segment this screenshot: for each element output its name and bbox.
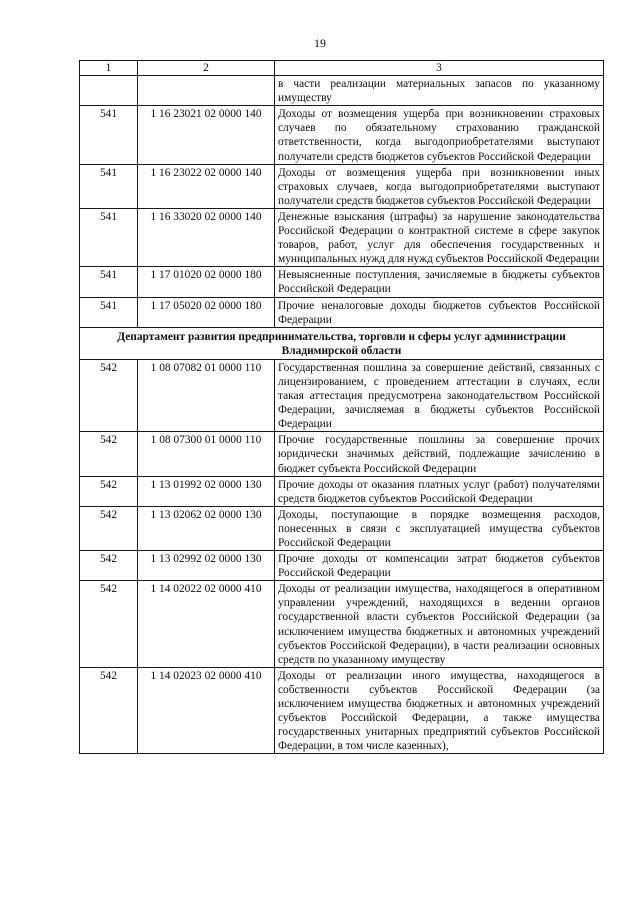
revenue-description-cell: Доходы от реализации иного имущества, находящегося в собственности субъектов Российской Федерации (за исключением имущества бюджетных и автономных учреждений субъектов Российской Федерации, а также имущества государственных унитарных предприятий субъектов Российской Федерации, в том числе казенных), — [275, 667, 604, 754]
budget-classification-code-cell: 1 14 02023 02 0000 410 — [138, 667, 275, 754]
admin-code-cell: 542 — [80, 476, 138, 506]
revenue-description-cell: Доходы от реализации имущества, находящегося в оперативном управлении учреждений, находящихся в ведении органов государственной власти субъектов Российской Федерации (за исключением имущества бюджетных и автономных учреждений субъектов Российской Федерации), в части реализации основных средств по указанному имуществу — [275, 581, 604, 668]
table-row — [80, 581, 604, 668]
table-row — [80, 267, 604, 297]
budget-classification-code-cell: 1 13 01992 02 0000 130 — [138, 476, 275, 506]
table-row — [80, 106, 604, 164]
admin-code-cell: 541 — [80, 267, 138, 297]
budget-classification-code-cell: 1 13 02992 02 0000 130 — [138, 551, 275, 581]
revenue-description-cell: в части реализации материальных запасов по указанному имуществу — [275, 76, 604, 106]
budget-classification-code-cell: 1 17 05020 02 0000 180 — [138, 297, 275, 327]
admin-code-cell: 542 — [80, 359, 138, 431]
revenue-description-cell: Денежные взыскания (штрафы) за нарушение законодательства Российской Федерации о контрактной системе в сфере закупок товаров, работ, услуг для обеспечения государственных и муниципальных нужд для нужд субъектов Российской Федерации — [275, 208, 604, 266]
table-row — [80, 359, 604, 431]
budget-classification-code-cell: 1 08 07300 01 0000 110 — [138, 432, 275, 476]
revenue-description-cell: Прочие доходы от компенсации затрат бюджетов субъектов Российской Федерации — [275, 551, 604, 581]
revenue-description-cell: Доходы от возмещения ущерба при возникновении иных страховых случаев, когда выгодоприобретателями выступают получатели средств бюджетов субъектов Российской Федерации — [275, 164, 604, 208]
column-header-1: 1 — [80, 61, 138, 76]
admin-code-cell: 542 — [80, 581, 138, 668]
page-number: 19 — [314, 36, 326, 50]
admin-code-cell: 542 — [80, 551, 138, 581]
column-header-3: 3 — [275, 61, 604, 76]
admin-code-cell: 542 — [80, 432, 138, 476]
revenue-description-cell: Невыясненные поступления, зачисляемые в бюджеты субъектов Российской Федерации — [275, 267, 604, 297]
table-row — [80, 164, 604, 208]
section-header-row — [80, 327, 604, 359]
budget-classification-code-cell: 1 08 07082 01 0000 110 — [138, 359, 275, 431]
budget-classification-code-cell — [138, 76, 275, 106]
budget-classification-code-cell: 1 16 23022 02 0000 140 — [138, 164, 275, 208]
table-row — [80, 432, 604, 476]
revenue-description-cell: Доходы, поступающие в порядке возмещения расходов, понесенных в связи с эксплуатацией имущества субъектов Российской Федерации — [275, 506, 604, 550]
budget-classification-code-cell: 1 13 02062 02 0000 130 — [138, 506, 275, 550]
admin-code-cell: 541 — [80, 164, 138, 208]
revenue-description-cell: Доходы от возмещения ущерба при возникновении страховых случаев по обязательному страхованию гражданской ответственности, когда выгодоприобретателями выступают получатели средств бюджетов субъектов Российской Федерации — [275, 106, 604, 164]
table-row — [80, 476, 604, 506]
revenue-description-cell: Прочие доходы от оказания платных услуг (работ) получателями средств бюджетов субъектов Российской Федерации — [275, 476, 604, 506]
revenue-description-cell: Государственная пошлина за совершение действий, связанных с лицензированием, с проведением аттестации в случаях, если такая аттестация предусмотрена законодательством Российской Федерации, зачисляемая в бюджеты субъектов Российской Федерации — [275, 359, 604, 431]
budget-classification-code-cell: 1 14 02022 02 0000 410 — [138, 581, 275, 668]
table-body — [80, 76, 604, 754]
admin-code-cell: 541 — [80, 297, 138, 327]
admin-code-cell: 542 — [80, 506, 138, 550]
table-header-row — [80, 61, 604, 76]
table-row — [80, 297, 604, 327]
revenue-codes-table — [79, 60, 604, 754]
table-row — [80, 506, 604, 550]
admin-code-cell: 541 — [80, 208, 138, 266]
column-header-2: 2 — [138, 61, 275, 76]
section-title: Департамент развития предпринимательства, торговли и сферы услуг администрации Владимирской области — [80, 327, 604, 359]
budget-classification-code-cell: 1 16 23021 02 0000 140 — [138, 106, 275, 164]
table-row — [80, 76, 604, 106]
budget-classification-code-cell: 1 16 33020 02 0000 140 — [138, 208, 275, 266]
table-row — [80, 208, 604, 266]
admin-code-cell: 542 — [80, 667, 138, 754]
admin-code-cell — [80, 76, 138, 106]
admin-code-cell: 541 — [80, 106, 138, 164]
revenue-description-cell: Прочие государственные пошлины за совершение прочих юридически значимых действий, подлежащие зачислению в бюджет субъекта Российской Федерации — [275, 432, 604, 476]
revenue-description-cell: Прочие неналоговые доходы бюджетов субъектов Российской Федерации — [275, 297, 604, 327]
table-row — [80, 551, 604, 581]
budget-classification-code-cell: 1 17 01020 02 0000 180 — [138, 267, 275, 297]
table-row — [80, 667, 604, 754]
